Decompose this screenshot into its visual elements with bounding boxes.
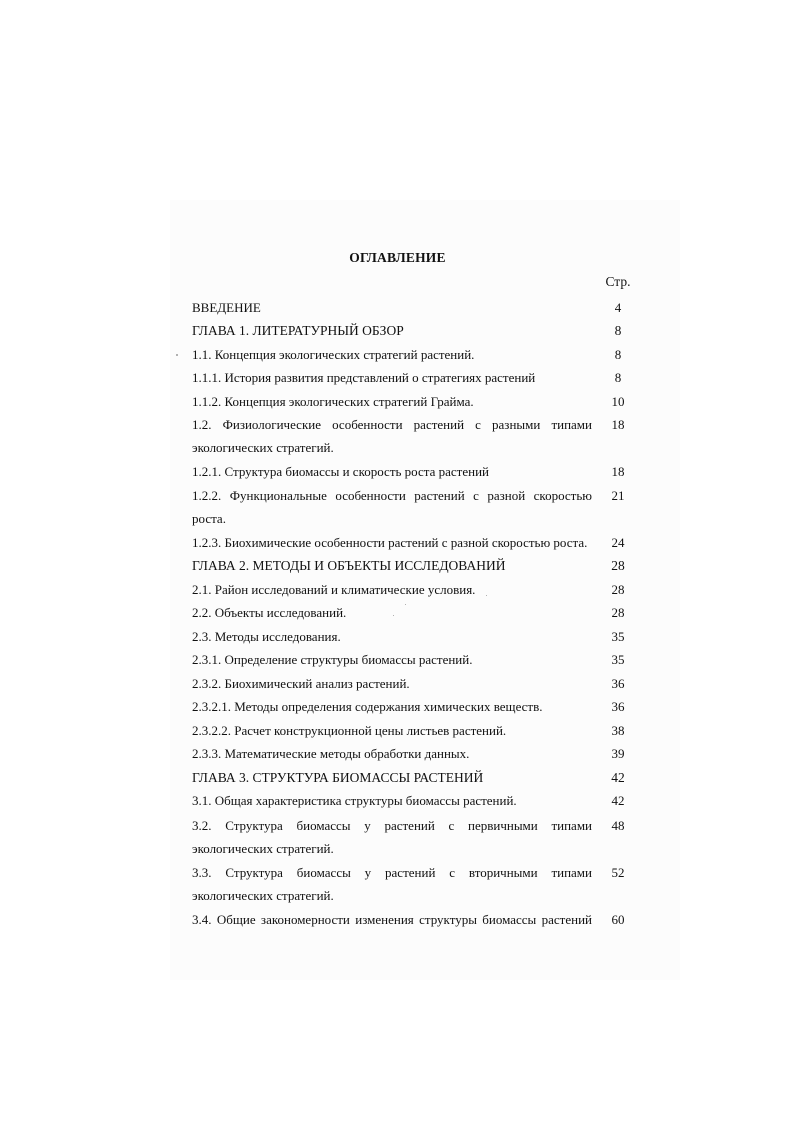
toc-entry-continuation: экологических стратегий. [192, 440, 334, 456]
toc-entry-text: 1.1. Концепция экологических стратегий растений. [192, 347, 475, 362]
toc-entry-page: 36 [611, 699, 625, 714]
toc-entry-page: 39 [611, 746, 625, 761]
toc-entry-page: 21 [611, 488, 625, 503]
toc-entry-text: 3.1. Общая характеристика структуры биомассы растений. [192, 793, 517, 808]
toc-entry-page: 18 [611, 417, 625, 432]
toc-entry-text: 2.3.3. Математические методы обработки данных. [192, 746, 470, 761]
toc-entry-page: 8 [614, 347, 622, 362]
toc-entry-page: 8 [614, 370, 622, 385]
toc-entry-text: ВВЕДЕНИЕ [192, 300, 261, 315]
toc-entry-continuation: роста. [192, 511, 226, 527]
page-column-label: Стр. [605, 274, 631, 289]
toc-title: ОГЛАВЛЕНИЕ [349, 250, 446, 265]
toc-entry-page: 4 [614, 300, 622, 315]
scan-speck [393, 615, 394, 616]
toc-entry-text: 2.3.1. Определение структуры биомассы растений. [192, 652, 473, 667]
toc-entry-page: 35 [611, 629, 625, 644]
toc-entry-page: 52 [611, 865, 625, 880]
toc-entry-text: 3.3. Структура биомассы у растений с вторичными типами [192, 865, 592, 880]
toc-entry-page: 36 [611, 676, 625, 691]
scan-speck [176, 354, 178, 356]
toc-entry-continuation: экологических стратегий. [192, 841, 334, 857]
scan-speck [405, 604, 406, 605]
toc-entry-page: 10 [611, 394, 625, 409]
toc-entry-page: 28 [611, 582, 625, 597]
scan-speck [486, 595, 487, 596]
toc-entry-text: 2.3.2.1. Методы определения содержания химических веществ. [192, 699, 543, 714]
toc-entry-text: 3.2. Структура биомассы у растений с первичными типами [192, 818, 592, 833]
toc-entry-text: 1.2.2. Функциональные особенности растений с разной скоростью [192, 488, 592, 503]
toc-entry-text: ГЛАВА 2. МЕТОДЫ И ОБЪЕКТЫ ИССЛЕДОВАНИЙ [192, 558, 506, 573]
toc-entry-text: 1.2.1. Структура биомассы и скорость роста растений [192, 464, 490, 479]
toc-entry-text: 2.3.2.2. Расчет конструкционной цены листьев растений. [192, 723, 507, 738]
toc-entry-text: ГЛАВА 1. ЛИТЕРАТУРНЫЙ ОБЗОР [192, 323, 404, 338]
toc-entry-page: 35 [611, 652, 625, 667]
toc-entry-page: 24 [611, 535, 625, 550]
toc-entry-text: 3.4. Общие закономерности изменения структуры биомассы растений [192, 912, 592, 927]
toc-entry-page: 8 [614, 323, 622, 338]
toc-entry-continuation: экологических стратегий. [192, 888, 334, 904]
toc-entry-page: 42 [611, 793, 625, 808]
toc-entry-text: 1.2. Физиологические особенности растений с разными типами [192, 417, 592, 432]
toc-entry-page: 28 [611, 605, 625, 620]
toc-entry-text: 1.1.2. Концепция экологических стратегий Грайма. [192, 394, 474, 409]
toc-entry-page: 42 [611, 770, 625, 785]
toc-entry-text: 2.2. Объекты исследований. [192, 605, 347, 620]
toc-entry-page: 48 [611, 818, 625, 833]
toc-entry-page: 38 [611, 723, 625, 738]
toc-entry-page: 60 [611, 912, 625, 927]
toc-entry-page: 28 [611, 558, 625, 573]
toc-entry-text: 2.3.2. Биохимический анализ растений. [192, 676, 410, 691]
toc-entry-text: 2.1. Район исследований и климатические условия. [192, 582, 476, 597]
toc-entry-text: 2.3. Методы исследования. [192, 629, 341, 644]
toc-entry-text: 1.2.3. Биохимические особенности растений с разной скоростью роста. [192, 535, 588, 550]
toc-entry-text: 1.1.1. История развития представлений о стратегиях растений [192, 370, 536, 385]
toc-entry-text: ГЛАВА 3. СТРУКТУРА БИОМАССЫ РАСТЕНИЙ [192, 770, 484, 785]
toc-entry-page: 18 [611, 464, 625, 479]
